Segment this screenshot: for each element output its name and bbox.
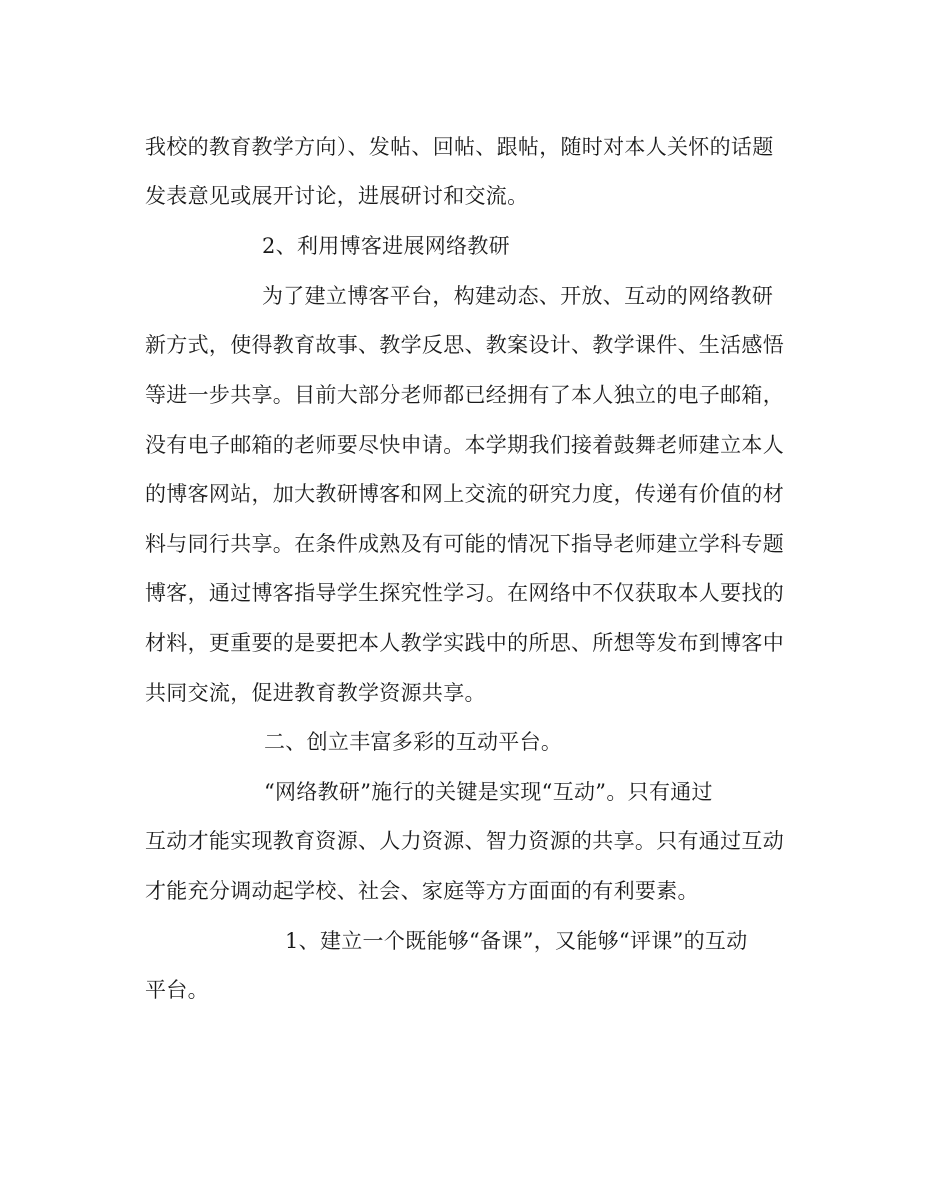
paragraph-line: 材料，更重要的是要把本人教学实践中的所思、所想等发布到博客中 <box>145 631 784 655</box>
paragraph-line: 的博客网站，加大教研博客和网上交流的研究力度，传递有价值的材 <box>145 482 784 506</box>
paragraph-line: 互动才能实现教育资源、人力资源、智力资源的共享。只有通过互动 <box>145 829 784 853</box>
section-heading: 二、创立丰富多彩的互动平台。 <box>264 730 563 754</box>
paragraph-line: 平台。 <box>145 978 209 1002</box>
paragraph-line: 等进一步共享。目前大部分老师都已经拥有了本人独立的电子邮箱， <box>145 383 784 407</box>
paragraph-line: 发表意见或展开讨论，进展研讨和交流。 <box>145 184 529 208</box>
paragraph-line: 为了建立博客平台，构建动态、开放、互动的网络教研 <box>262 284 774 308</box>
paragraph-line: 我校的教育教学方向）、发帖、回帖、跟帖，随时对本人关怀的话题 <box>145 135 774 159</box>
paragraph-line: “网络教研”施行的关键是实现“互动”。只有通过 <box>264 780 713 804</box>
paragraph-line: 博客，通过博客指导学生探究性学习。在网络中不仅获取本人要找的 <box>145 581 784 605</box>
section-heading: 1、建立一个既能够“备课”，又能够“评课”的互动 <box>285 929 748 953</box>
section-heading: 2、利用博客进展网络教研 <box>262 234 510 258</box>
paragraph-line: 共同交流，促进教育教学资源共享。 <box>145 681 486 705</box>
paragraph-line: 才能充分调动起学校、社会、家庭等方方面面的有利要素。 <box>145 879 699 903</box>
paragraph-line: 没有电子邮箱的老师要尽快申请。本学期我们接着鼓舞老师建立本人 <box>145 433 784 457</box>
paragraph-line: 料与同行共享。在条件成熟及有可能的情况下指导老师建立学科专题 <box>145 532 784 556</box>
paragraph-line: 新方式，使得教育故事、教学反思、教案设计、教学课件、生活感悟 <box>145 333 784 357</box>
